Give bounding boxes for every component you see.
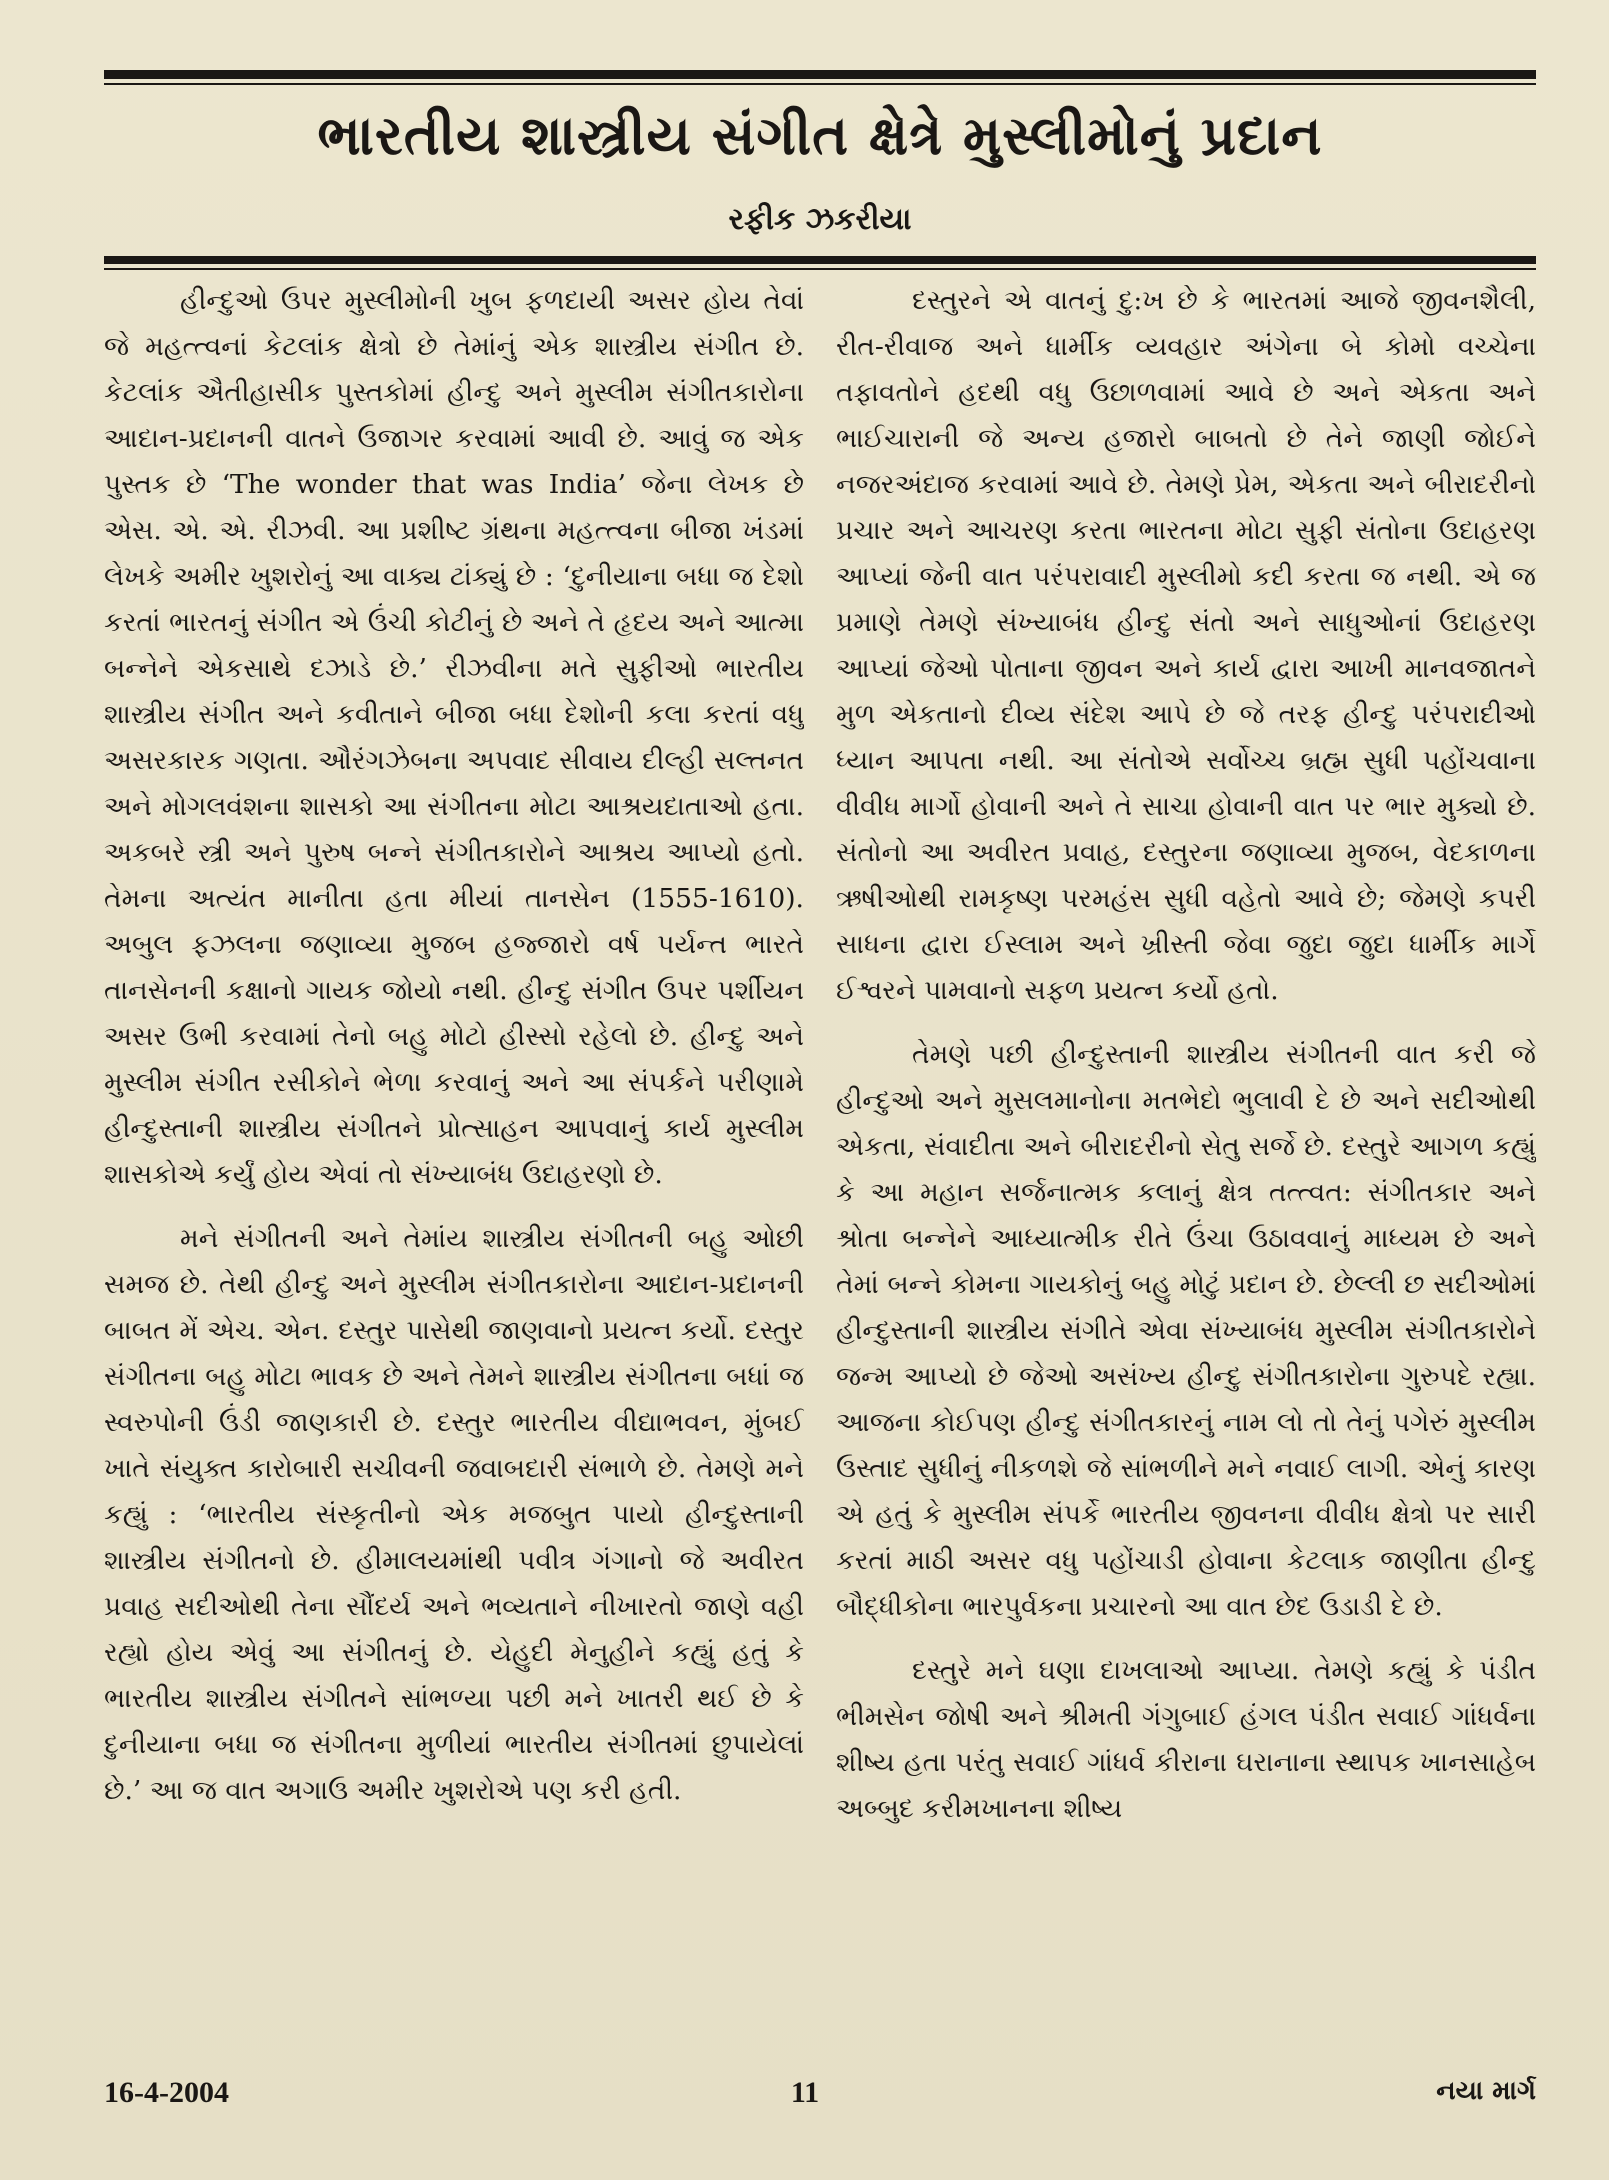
header-rule [104, 256, 1536, 264]
top-rule-thin [104, 83, 1536, 85]
paragraph: દસ્તુરે મને ઘણા દાખલાઓ આપ્યા. તેમણે કહ્યું કે પંડીત ભીમસેન જોષી અને શ્રીમતી ગંગુબાઈ હંગલ પંડીત સવાઈ ગાંધર્વના શીષ્ય હતા પરંતુ સવાઈ ગાંધર્વ કીરાના ઘરાનાના સ્થાપક ખાનસાહેબ અબ્બુદ કરીમખાનના શીષ્ય [836, 1655, 1536, 1824]
top-rule [104, 70, 1536, 79]
page-number: 11 [790, 2076, 820, 2109]
paragraph: તેમણે પછી હીન્દુસ્તાની શાસ્ત્રીય સંગીતની વાત કરી જે હીન્દુઓ અને મુસલમાનોના મતભેદો ભુલાવી દે છે અને સદીઓથી એકતા, સંવાદીતા અને બીરાદરીનો સેતુ સર્જે છે. દસ્તુરે આગળ કહ્યું કે આ મહાન સર્જનાત્મક કલાનું ક્ષેત્ર તત્ત્વત: સંગીતકાર અને શ્રોતા બન્નેને આધ્યાત્મીક રીતે ઉંચા ઉઠાવવાનું માધ્યમ છે અને તેમાં બન્ને કોમના ગાયકોનું બહુ મોટું પ્રદાન છે. છેલ્લી છ સદીઓમાં હીન્દુસ્તાની શાસ્ત્રીય સંગીતે એવા સંખ્યાબંધ મુસ્લીમ સંગીતકારોને જન્મ આપ્યો છે જેઓ અસંખ્ય હીન્દુ સંગીતકારોના ગુરુપદે રહ્યા. આજના કોઈપણ હીન્દુ સંગીતકારનું નામ લો તો તેનું પગેરું મુસ્લીમ ઉસ્તાદ સુધીનું નીકળશે જે સાંભળીને મને નવાઈ લાગી. એનું કારણ એ હતું કે મુસ્લીમ સંપર્કે ભારતીય જીવનના વીવીધ ક્ષેત્રો પર સારી કરતાં માઠી અસર વધુ પહોંચાડી હોવાના કેટલાક જાણીતા હીન્દુ બૌદ્ધીકોના ભારપુર્વકના પ્રચારનો આ વાત છેદ ઉડાડી દે છે. [836, 1039, 1536, 1622]
paragraph: મને સંગીતની અને તેમાંય શાસ્ત્રીય સંગીતની બહુ ઓછી સમજ છે. તેથી હીન્દુ અને મુસ્લીમ સંગીતકારોના આદાન-પ્રદાનની બાબત મેં એચ. એન. દસ્તુર પાસેથી જાણવાનો પ્રયત્ન કર્યો. દસ્તુર સંગીતના બહુ મોટા ભાવક છે અને તેમને શાસ્ત્રીય સંગીતના બધાં જ સ્વરુપોની ઉંડી જાણકારી છે. દસ્તુર ભારતીય વીદ્યાભવન, મુંબઈ ખાતે સંયુક્ત કારોબારી સચીવની જવાબદારી સંભાળે છે. તેમણે મને કહ્યું : ‘ભારતીય સંસ્કૃતીનો એક મજબુત પાયો હીન્દુસ્તાની શાસ્ત્રીય સંગીતનો છે. હીમાલયમાંથી પવીત્ર ગંગાનો જે અવીરત પ્રવાહ સદીઓથી તેના સૌંદર્ય અને ભવ્યતાને નીખારતો જાણે વહી રહ્યો હોય એવું આ સંગીતનું છે. યેહુદી મેનુહીને કહ્યું હતું કે ભારતીય શાસ્ત્રીય સંગીતને સાંભળ્યા પછી મને ખાતરી થઈ છે કે દુનીયાના બધા જ સંગીતના મુળીયાં ભારતીય સંગીતમાં છુપાયેલાં છે.’ આ જ વાત અગાઉ અમીર ખુશરોએ પણ કરી હતી. [104, 1223, 804, 1806]
paragraph: હીન્દુઓ ઉપર મુસ્લીમોની ખુબ ફળદાયી અસર હોય તેવાં જે મહત્ત્વનાં કેટલાંક ક્ષેત્રો છે તેમાંનું એક શાસ્ત્રીય સંગીત છે. કેટલાંક ઐતીહાસીક પુસ્તકોમાં હીન્દુ અને મુસ્લીમ સંગીતકારોના આદાન-પ્રદાનની વાતને ઉજાગર કરવામાં આવી છે. આવું જ એક પુસ્તક છે ‘The wonder that was India’ જેના લેખક છે એસ. એ. એ. રીઝવી. આ પ્રશીષ્ટ ગ્રંથના મહત્ત્વના બીજા ખંડમાં લેખકે અમીર ખુશરોનું આ વાક્ય ટાંક્યું છે : ‘દુનીયાના બધા જ દેશો કરતાં ભારતનું સંગીત એ ઉંચી કોટીનું છે અને તે હૃદય અને આત્મા બન્નેને એકસાથે દઝાડે છે.’ રીઝવીના મતે સુફીઓ ભારતીય શાસ્ત્રીય સંગીત અને કવીતાને બીજા બધા દેશોની કલા કરતાં વધુ અસરકારક ગણતા. ઔરંગઝેબના અપવાદ સીવાય દીલ્હી સલ્તનત અને મોગલવંશના શાસકો આ સંગીતના મોટા આશ્રયદાતાઓ હતા. અકબરે સ્ત્રી અને પુરુષ બન્ને સંગીતકારોને આશ્રય આપ્યો હતો. તેમના અત્યંત માનીતા હતા મીયાં તાનસેન (1555-1610). અબુલ ફઝલના જણાવ્યા મુજબ હજ્જારો વર્ષ પર્યન્ત ભારતે તાનસેનની કક્ષાનો ગાયક જોયો નથી. હીન્દુ સંગીત ઉપર પર્શીયન અસર ઉભી કરવામાં તેનો બહુ મોટો હીસ્સો રહેલો છે. હીન્દુ અને મુસ્લીમ સંગીત રસીકોને ભેળા કરવાનું અને આ સંપર્કને પરીણામે હીન્દુસ્તાની શાસ્ત્રીય સંગીતને પ્રોત્સાહન આપવાનું કાર્ય મુસ્લીમ શાસકોએ કર્યું હોય એવાં તો સંખ્યાબંધ ઉદાહરણો છે. [104, 285, 804, 1190]
article-title: ભારતીય શાસ્ત્રીય સંગીત ક્ષેત્રે મુસ્લીમોનું પ્રદાન [317, 104, 1323, 167]
right-column [836, 278, 1536, 2053]
left-column [104, 278, 804, 2053]
author-byline: રફીક ઝકરીયા [728, 202, 912, 237]
header-rule-thin [104, 268, 1536, 270]
publication-name: નયા માર્ગ [1436, 2076, 1536, 2106]
issue-date: 16-4-2004 [104, 2076, 229, 2109]
paragraph: દસ્તુરને એ વાતનું દુ:ખ છે કે ભારતમાં આજે જીવનશૈલી, રીત-રીવાજ અને ધાર્મીક વ્યવહાર અંગેના બે કોમો વચ્ચેના તફાવતોને હદથી વધુ ઉછાળવામાં આવે છે અને એકતા અને ભાઈચારાની જે અન્ય હજારો બાબતો છે તેને જાણી જોઈને નજરઅંદાજ કરવામાં આવે છે. તેમણે પ્રેમ, એકતા અને બીરાદરીનો પ્રચાર અને આચરણ કરતા ભારતના મોટા સુફી સંતોના ઉદાહરણ આપ્યાં જેની વાત પરંપરાવાદી મુસ્લીમો કદી કરતા જ નથી. એ જ પ્રમાણે તેમણે સંખ્યાબંધ હીન્દુ સંતો અને સાધુઓનાં ઉદાહરણ આપ્યાં જેઓ પોતાના જીવન અને કાર્ય દ્વારા આખી માનવજાતને મુળ એકતાનો દીવ્ય સંદેશ આપે છે જે તરફ હીન્દુ પરંપરાદીઓ ધ્યાન આપતા નથી. આ સંતોએ સર્વોચ્ચ બ્રહ્મ સુધી પહોંચવાના વીવીધ માર્ગો હોવાની અને તે સાચા હોવાની વાત પર ભાર મુક્યો છે. સંતોનો આ અવીરત પ્રવાહ, દસ્તુરના જણાવ્યા મુજબ, વેદકાળના ઋષીઓથી રામકૃષ્ણ પરમહંસ સુધી વહેતો આવે છે; જેમણે કપરી સાધના દ્વારા ઈસ્લામ અને ખ્રીસ્તી જેવા જુદા જુદા ધાર્મીક માર્ગે ઈશ્વરને પામવાનો સફળ પ્રયત્ન કર્યો હતો. [836, 285, 1536, 1006]
